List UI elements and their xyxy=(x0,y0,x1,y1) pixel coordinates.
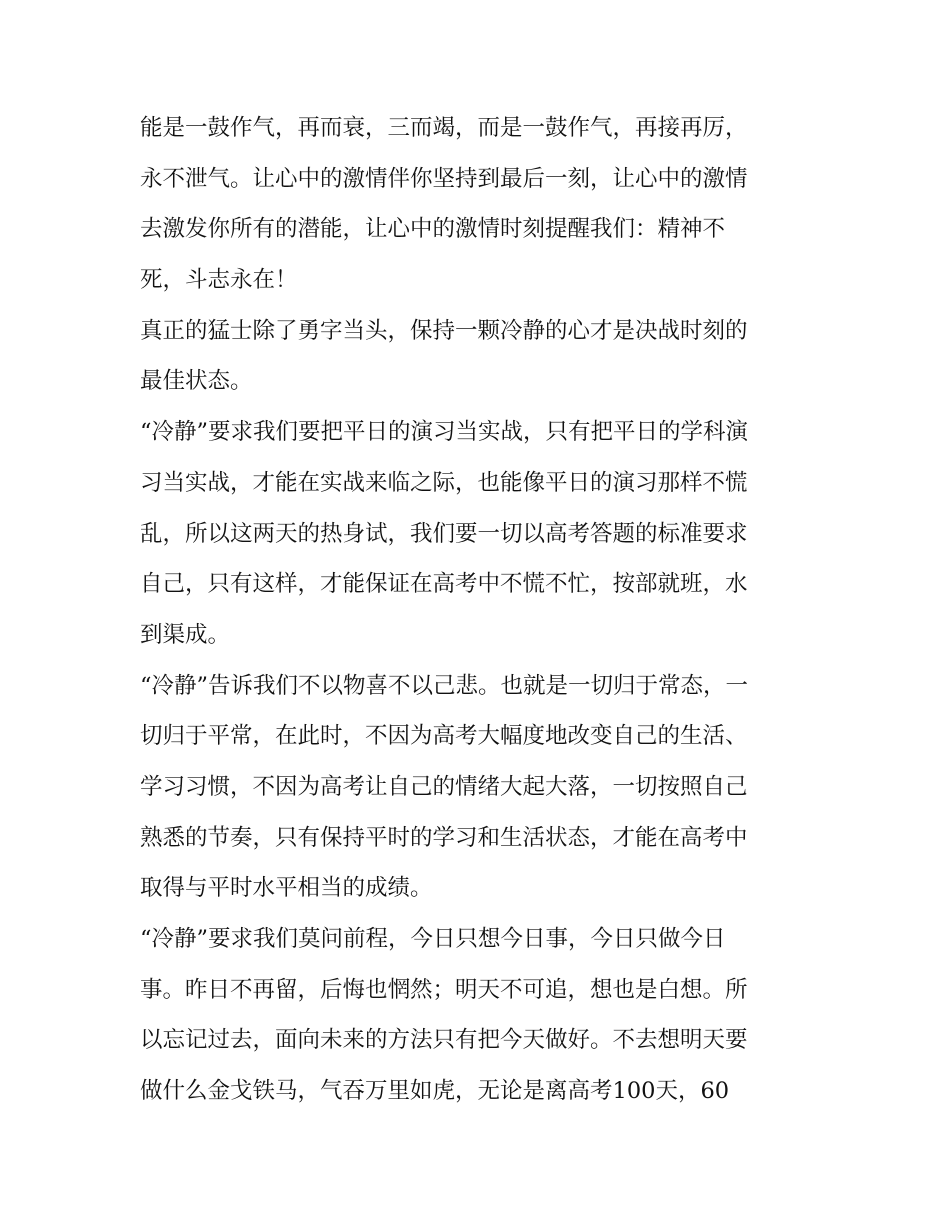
text-line-1: 能是一鼓作气，再而衰，三而竭，而是一鼓作气，再接再厉， xyxy=(140,115,748,141)
document-body xyxy=(140,103,820,1117)
text-line-13: 切归于平常，在此时，不因为高考大幅度地改变自己的生活、 xyxy=(140,723,748,750)
text-line-15: 熟悉的节奏，只有保持平时的学习和生活状态，才能在高考中 xyxy=(140,824,748,851)
text-line-4: 死，斗志永在！ xyxy=(140,267,298,294)
text-line-9: 乱，所以这两天的热身试，我们要一切以高考答题的标准要求 xyxy=(140,520,748,547)
text-line-5: 真正的猛士除了勇字当头，保持一颗冷静的心才是决战时刻的 xyxy=(140,317,748,344)
text-line-11: 到渠成。 xyxy=(140,621,231,648)
text-line-16: 取得与平时水平相当的成绩。 xyxy=(140,875,433,902)
text-line-20: 做什么金戈铁马，气吞万里如虎，无论是离高考100天，60 xyxy=(140,1078,730,1105)
text-line-14: 学习习惯，不因为高考让自己的情绪大起大落，一切按照自己 xyxy=(140,773,748,800)
text-line-12: “冷静”告诉我们不以物喜不以己悲。也就是一切归于常态，一 xyxy=(140,672,749,699)
text-line-18: 事。昨日不再留，后悔也惘然；明天不可追，想也是白想。所 xyxy=(140,976,748,1003)
text-line-6: 最佳状态。 xyxy=(140,368,253,395)
text-line-2: 永不泄气。让心中的激情伴你坚持到最后一刻，让心中的激情 xyxy=(140,165,748,192)
text-line-19: 以忘记过去，面向未来的方法只有把今天做好。不去想明天要 xyxy=(140,1027,748,1054)
text-line-8: 习当实战，才能在实战来临之际，也能像平日的演习那样不慌 xyxy=(140,469,748,496)
text-line-17: “冷静”要求我们莫问前程，今日只想今日事，今日只做今日 xyxy=(140,926,726,952)
text-line-7: “冷静”要求我们要把平日的演习当实战，只有把平日的学科演 xyxy=(140,419,749,446)
text-line-3: 去激发你所有的潜能，让心中的激情时刻提醒我们：精神不 xyxy=(140,216,726,243)
text-line-10: 自己，只有这样，才能保证在高考中不慌不忙，按部就班，水 xyxy=(140,571,748,598)
